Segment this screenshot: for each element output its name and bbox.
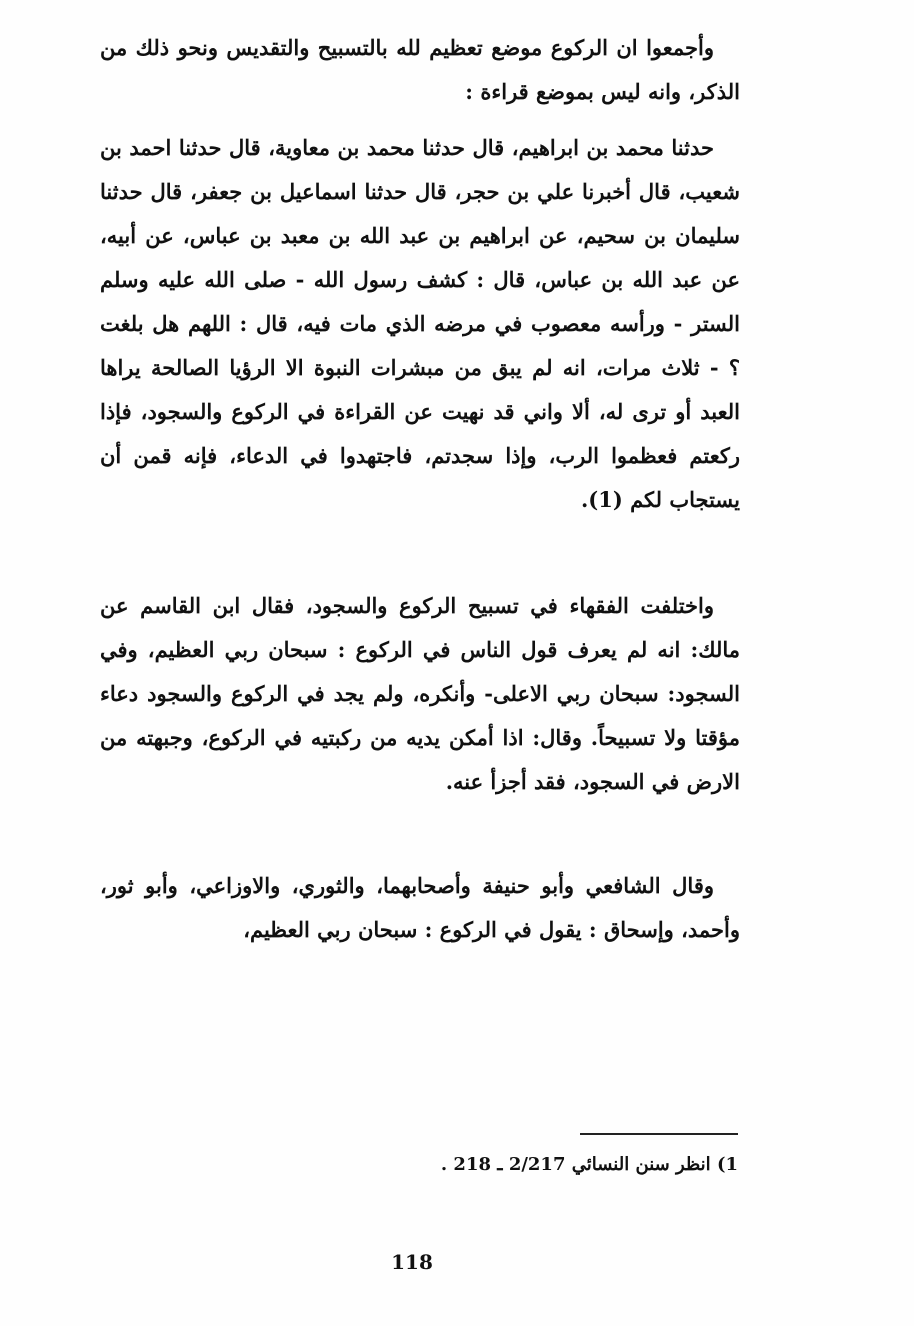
paragraph-text: حدثنا محمد بن ابراهيم، قال حدثنا محمد بن معاوية، قال حدثنا احمد بن شعيب، قال أخبرنا علي بن حجر، قال حدثنا اسماعيل بن جعفر، قال حدثنا سليمان بن سحيم، عن ابراهيم بن عبد الله بن معبد بن عباس، عن أبيه، عن عبد الله بن عباس، قال : كشف رسول الله - صلى الله عليه وسلم الستر - ورأسه معصوب في مرضه الذي مات فيه، قال : اللهم هل بلغت ؟ - ثلاث مرات، انه لم يبق من مبشرات النبوة الا الرؤيا الصالحة يراها العبد أو ترى له، ألا واني قد نهيت عن القراءة في الركوع والسجود، فإذا ركعتم فعظموا الرب، وإذا سجدتم، فاجتهدوا في الدعاء، فإنه قمن أن يستجاب لكم (1). (100, 135, 740, 512)
paragraph-1 (100, 26, 740, 114)
footnote: 1) انظر سنن النسائي 2/217 ـ 218 . (440, 1154, 738, 1175)
paragraph-text: وأجمعوا ان الركوع موضع تعظيم لله بالتسبيح والتقديس ونحو ذلك من الذكر، وانه ليس بموضع قراءة : (100, 35, 740, 104)
paragraph-text: واختلفت الفقهاء في تسبيح الركوع والسجود، فقال ابن القاسم عن مالك: انه لم يعرف قول الناس في الركوع : سبحان ربي العظيم، وفي السجود: سبحان ربي الاعلى- وأنكره، ولم يجد في الركوع والسجود دعاء مؤقتا ولا تسبيحاً. وقال: اذا أمكن يديه من ركبتيه في الركوع، وجبهته من الارض في السجود، فقد أجزأ عنه. (100, 593, 740, 794)
paragraph-4 (100, 864, 740, 952)
paragraph-text: وقال الشافعي وأبو حنيفة وأصحابهما، والثوري، والاوزاعي، وأبو ثور، وأحمد، وإسحاق : يقول في الركوع : سبحان ربي العظيم، (100, 873, 740, 942)
paragraph-3 (100, 584, 740, 804)
footnote-divider (580, 1133, 738, 1135)
paragraph-2 (100, 126, 740, 522)
page-number: 118 (391, 1250, 433, 1274)
